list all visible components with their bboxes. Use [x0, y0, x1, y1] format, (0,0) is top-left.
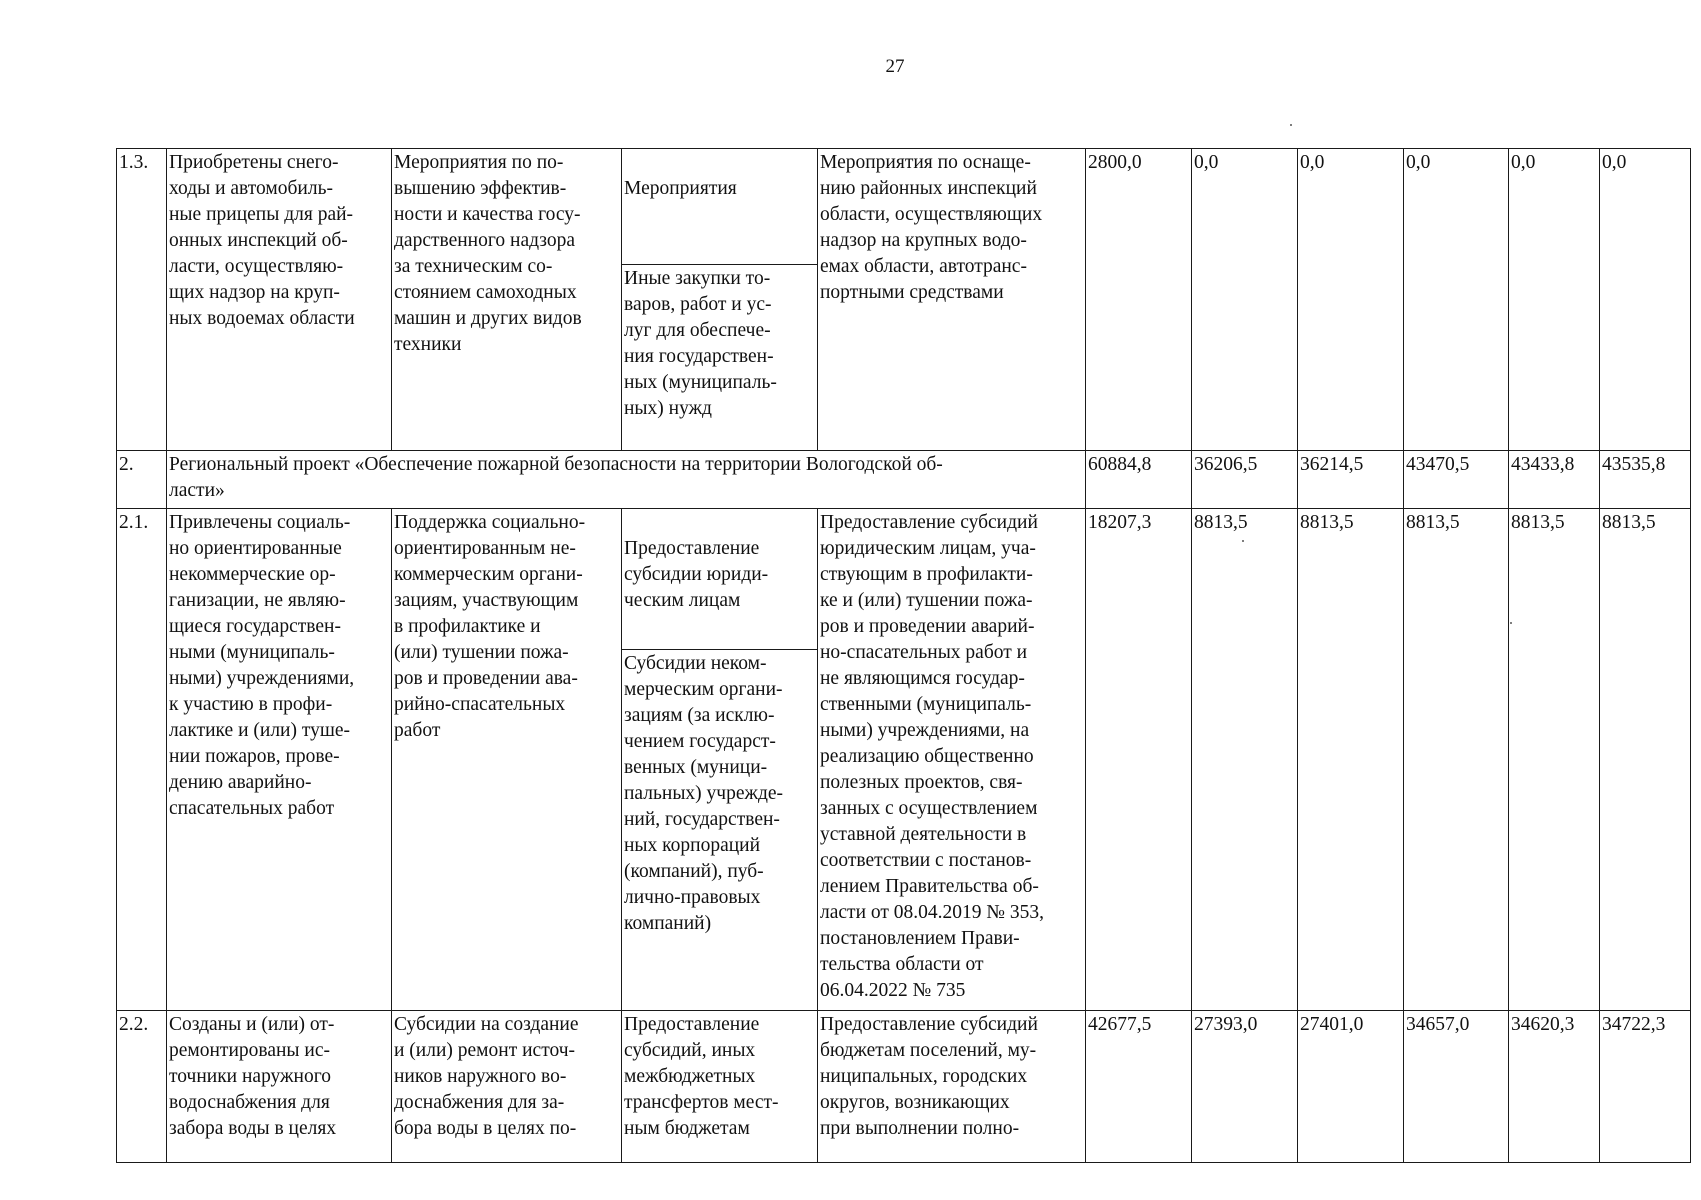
- value-cell: 60884,8: [1086, 451, 1192, 509]
- budget-table: [116, 148, 1691, 1163]
- description-cell: Мероприятия по оснаще- нию районных инспекций области, осуществляющих надзор на крупных водо- емах области, автотранс- портными средствами: [818, 149, 1086, 451]
- value-cell: 8813,5: [1192, 509, 1298, 1011]
- value-cell: 36206,5: [1192, 451, 1298, 509]
- value-cell: 0,0: [1404, 149, 1509, 451]
- row-number: 2.2.: [117, 1011, 167, 1163]
- scan-speck: [1242, 540, 1244, 542]
- value-cell: 27393,0: [1192, 1011, 1298, 1163]
- value-cell: 36214,5: [1298, 451, 1404, 509]
- value-cell: 18207,3: [1086, 509, 1192, 1011]
- direction-cell: [622, 509, 818, 1011]
- value-cell: 0,0: [1192, 149, 1298, 451]
- measure-cell: Поддержка социально- ориентированным не- коммерческим органи- зациям, участвующим в профилактике и (или) тушении пожа- ров и проведении ава- рийно-спасательных работ: [392, 509, 622, 1011]
- project-title-cell: Региональный проект «Обеспечение пожарной безопасности на территории Вологодской об- ласти»: [167, 451, 1086, 509]
- direction-primary: Мероприятия: [624, 178, 737, 199]
- result-cell: Созданы и (или) от- ремонтированы ис- точники наружного водоснабжения для забора воды в целях: [167, 1011, 392, 1163]
- direction-cell: [622, 149, 818, 451]
- description-cell: Предоставление субсидий юридическим лицам, уча- ствующим в профилакти- ке и (или) тушении пожа- ров и проведении аварий- но-спасательных работ и не являющимся государ- ственными (муниципаль- ными) учреждениями, на реализацию общественно полезных проектов, свя- занных с осуществлением уставной деятельности в соответствии с постанов- лением Правительства об- ласти от 08.04.2019 № 353, постановлением Прави- тельства области от 06.04.2022 № 735: [818, 509, 1086, 1011]
- direction-secondary: Субсидии неком- мерческим органи- зациям (за исклю- чением государст- венных (муници- пальных) учрежде- ний, государствен- ных корпораций (компаний), пуб- лично-правовых компаний): [622, 649, 817, 939]
- direction-secondary: Иные закупки то- варов, работ и ус- луг для обеспече- ния государствен- ных (муниципаль- ных) нужд: [622, 264, 817, 424]
- scan-speck: [1510, 622, 1512, 624]
- measure-cell: Мероприятия по по- вышению эффектив- ности и качества госу- дарственного надзора за техническим со- стоянием самоходных машин и других видов техники: [392, 149, 622, 451]
- value-cell: 34620,3: [1509, 1011, 1600, 1163]
- page-number: 27: [885, 56, 905, 77]
- value-cell: 43535,8: [1600, 451, 1691, 509]
- table-row: [117, 451, 1691, 509]
- value-cell: 8813,5: [1509, 509, 1600, 1011]
- value-cell: 0,0: [1600, 149, 1691, 451]
- value-cell: 42677,5: [1086, 1011, 1192, 1163]
- value-cell: 0,0: [1509, 149, 1600, 451]
- table-row: [117, 509, 1691, 1011]
- table-row: [117, 1011, 1691, 1163]
- value-cell: 0,0: [1298, 149, 1404, 451]
- value-cell: 43470,5: [1404, 451, 1509, 509]
- table-row: [117, 149, 1691, 451]
- value-cell: 34657,0: [1404, 1011, 1509, 1163]
- result-cell: Привлечены социаль- но ориентированные некоммерческие ор- ганизации, не являю- щиеся государствен- ными (муниципаль- ными) учреждениями, к участию в профи- лактике и (или) туше- нии пожаров, прове- дению аварийно- спасательных работ: [167, 509, 392, 1011]
- value-cell: 2800,0: [1086, 149, 1192, 451]
- direction-cell: Предоставление субсидий, иных межбюджетных трансфертов мест- ным бюджетам: [622, 1011, 818, 1163]
- result-cell: Приобретены снего- ходы и автомобиль- ные прицепы для рай- онных инспекций об- ласти, осуществляю- щих надзор на круп- ных водоемах области: [167, 149, 392, 451]
- value-cell: 34722,3: [1600, 1011, 1691, 1163]
- row-number: 2.: [117, 451, 167, 509]
- value-cell: 27401,0: [1298, 1011, 1404, 1163]
- row-number: 2.1.: [117, 509, 167, 1011]
- scan-speck: [1290, 124, 1292, 126]
- value-cell: 8813,5: [1298, 509, 1404, 1011]
- value-cell: 8813,5: [1600, 509, 1691, 1011]
- description-cell: Предоставление субсидий бюджетам поселений, му- ниципальных, городских округов, возникающих при выполнении полно-: [818, 1011, 1086, 1163]
- direction-primary: Предоставление субсидии юриди- ческим лицам: [624, 538, 769, 611]
- value-cell: 8813,5: [1404, 509, 1509, 1011]
- row-number: 1.3.: [117, 149, 167, 451]
- measure-cell: Субсидии на создание и (или) ремонт источ- ников наружного во- доснабжения для за- бора воды в целях по-: [392, 1011, 622, 1163]
- value-cell: 43433,8: [1509, 451, 1600, 509]
